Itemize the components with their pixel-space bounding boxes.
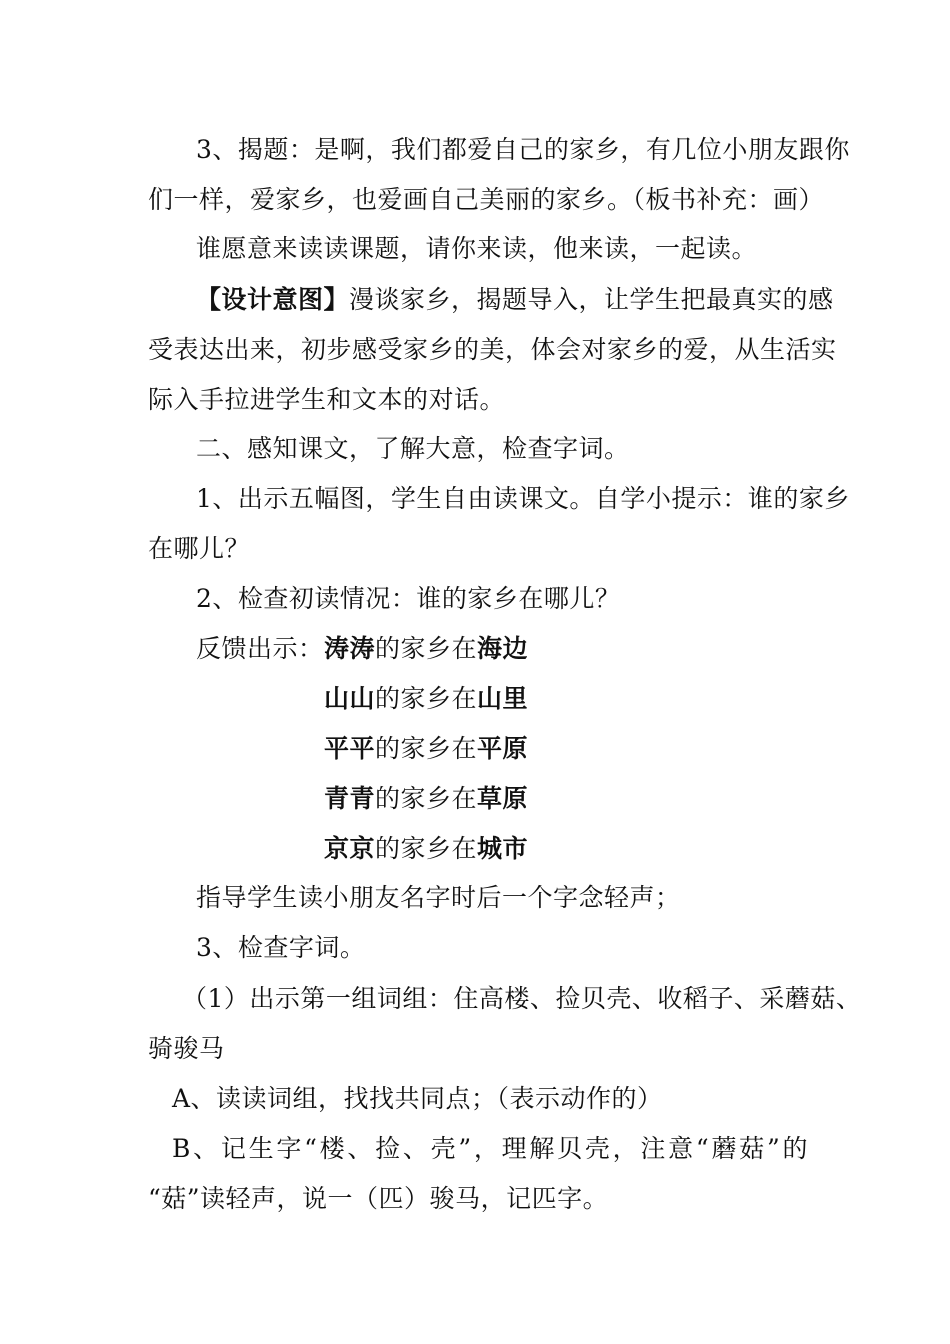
step-3: 3、检查字词。 bbox=[196, 933, 366, 962]
child-name: 平平 bbox=[324, 734, 376, 763]
design-intent-line1 bbox=[196, 284, 856, 316]
hometown-place: 草原 bbox=[477, 784, 529, 813]
child-name: 青青 bbox=[324, 784, 376, 813]
item-b-line2: “菇”读轻声，说一（匹）骏马，记匹字。 bbox=[148, 1184, 609, 1213]
hometown-item bbox=[324, 633, 950, 665]
connector-text: 的家乡在 bbox=[375, 734, 478, 763]
design-intent-label: 【设计意图】 bbox=[196, 285, 350, 314]
word-group-1-line1: （1）出示第一组词组：住高楼、捡贝壳、收稻子、采蘑菇、 bbox=[182, 984, 862, 1013]
paragraph-read-title: 谁愿意来读读课题，请你来读，他来读，一起读。 bbox=[196, 234, 758, 263]
connector-text: 的家乡在 bbox=[375, 684, 478, 713]
hometown-item bbox=[324, 733, 950, 765]
paragraph-reveal-title-line1: 3、揭题：是啊，我们都爱自己的家乡，有几位小朋友跟你 bbox=[196, 135, 850, 164]
connector-text: 的家乡在 bbox=[375, 784, 478, 813]
design-intent-line3: 际入手拉进学生和文本的对话。 bbox=[148, 385, 506, 414]
hometown-place: 海边 bbox=[477, 634, 529, 663]
paragraph-reveal-title-line2: 们一样，爱家乡，也爱画自己美丽的家乡。（板书补充：画） bbox=[148, 185, 825, 214]
hometown-item bbox=[324, 683, 950, 715]
reading-guide: 指导学生读小朋友名字时后一个字念轻声； bbox=[196, 883, 681, 912]
connector-text: 的家乡在 bbox=[375, 834, 478, 863]
hometown-place: 平原 bbox=[477, 734, 529, 763]
child-name: 山山 bbox=[324, 684, 376, 713]
word-group-1-line2: 骑骏马 bbox=[148, 1034, 225, 1063]
step-1-line1: 1、出示五幅图，学生自由读课文。自学小提示：谁的家乡 bbox=[196, 484, 850, 513]
feedback-label: 反馈出示： bbox=[196, 634, 324, 663]
child-name: 涛涛 bbox=[324, 634, 376, 663]
hometown-item bbox=[324, 783, 950, 815]
item-b-line1: B、记生字“楼、捡、壳”，理解贝壳，注意“蘑菇”的 bbox=[172, 1134, 808, 1163]
connector-text: 的家乡在 bbox=[375, 634, 478, 663]
hometown-place: 山里 bbox=[477, 684, 529, 713]
hometown-item bbox=[324, 833, 950, 865]
item-a: A、读读词组，找找共同点；（表示动作的） bbox=[172, 1084, 663, 1113]
design-intent-line2: 受表达出来，初步感受家乡的美，体会对家乡的爱，从生活实 bbox=[148, 335, 837, 364]
design-intent-text: 漫谈家乡，揭题导入，让学生把最真实的感 bbox=[349, 285, 834, 314]
hometown-place: 城市 bbox=[477, 834, 529, 863]
section-heading-2: 二、感知课文，了解大意，检查字词。 bbox=[196, 434, 630, 463]
step-2: 2、检查初读情况：谁的家乡在哪儿？ bbox=[196, 584, 621, 613]
child-name: 京京 bbox=[324, 834, 376, 863]
step-1-line2: 在哪儿？ bbox=[148, 534, 251, 563]
